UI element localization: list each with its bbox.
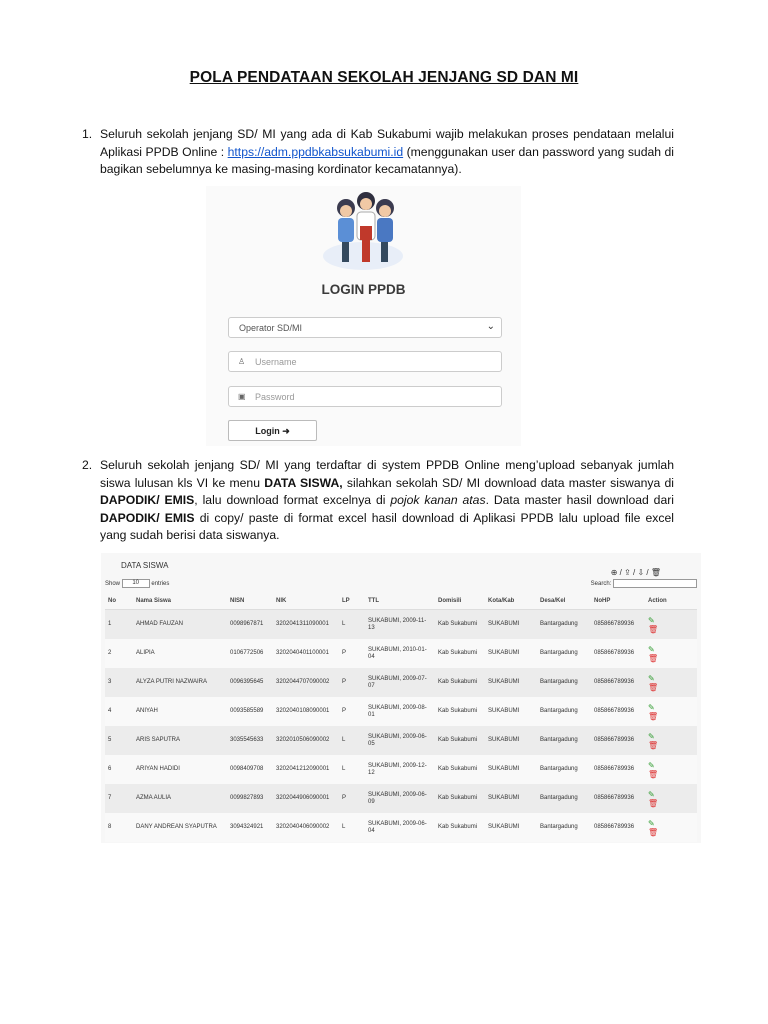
table-cell: Kab Sukabumi xyxy=(435,813,485,842)
table-cell: 1 xyxy=(105,610,133,640)
table-cell: AHMAD FAUZAN xyxy=(133,610,227,640)
trash-icon[interactable]: 🗑 xyxy=(648,769,659,779)
table-cell: 085866789936 xyxy=(591,697,645,726)
table-cell: SUKABUMI xyxy=(485,813,537,842)
edit-icon[interactable]: ✎ xyxy=(648,731,655,741)
table-cell: P xyxy=(339,697,365,726)
row-actions xyxy=(645,755,697,784)
instruction-item-2 xyxy=(82,457,674,545)
role-select[interactable]: Operator SD/MI ⌄ xyxy=(228,317,502,338)
lock-icon: ▣ xyxy=(238,392,246,401)
user-icon: ♙ xyxy=(238,357,246,366)
table-cell: 085866789936 xyxy=(591,755,645,784)
table-cell: Bantargadung xyxy=(537,755,591,784)
password-input[interactable]: ▣ Password xyxy=(228,386,502,407)
edit-icon[interactable]: ✎ xyxy=(648,760,655,770)
table-cell: SUKABUMI, 2009-08-01 xyxy=(365,697,435,726)
table-cell: 3 xyxy=(105,668,133,697)
trash-icon[interactable]: 🗑 xyxy=(648,827,659,837)
table-cell: SUKABUMI, 2010-01-04 xyxy=(365,639,435,668)
table-cell: L xyxy=(339,813,365,842)
edit-icon[interactable]: ✎ xyxy=(648,615,655,625)
table-cell: P xyxy=(339,784,365,813)
table-cell: SUKABUMI, 2009-06-09 xyxy=(365,784,435,813)
username-input[interactable]: ♙ Username xyxy=(228,351,502,372)
table-cell: AZMA AULIA xyxy=(133,784,227,813)
table-cell: 085866789936 xyxy=(591,726,645,755)
table-cell: 085866789936 xyxy=(591,610,645,640)
table-cell: ALYZA PUTRI NAZWAIRA xyxy=(133,668,227,697)
table-cell: Bantargadung xyxy=(537,697,591,726)
table-cell: SUKABUMI xyxy=(485,697,537,726)
table-cell: Kab Sukabumi xyxy=(435,784,485,813)
table-row xyxy=(105,813,697,842)
ppdb-admin-link[interactable]: https://adm.ppdbkabsukabumi.id xyxy=(227,144,404,159)
edit-icon[interactable]: ✎ xyxy=(648,702,655,712)
table-cell: 085866789936 xyxy=(591,784,645,813)
table-cell: 3202044707090002 xyxy=(273,668,339,697)
table-cell: SUKABUMI xyxy=(485,726,537,755)
table-cell: SUKABUMI xyxy=(485,610,537,640)
table-cell: SUKABUMI, 2009-06-05 xyxy=(365,726,435,755)
students-table xyxy=(105,593,697,842)
table-cell: SUKABUMI xyxy=(485,755,537,784)
column-header[interactable]: NoHP xyxy=(591,593,645,610)
item-number: 1. xyxy=(82,127,93,141)
table-cell: 085866789936 xyxy=(591,668,645,697)
row-actions xyxy=(645,639,697,668)
table-cell: 4 xyxy=(105,697,133,726)
table-cell: 3202040108090001 xyxy=(273,697,339,726)
table-cell: SUKABUMI, 2009-07-07 xyxy=(365,668,435,697)
table-cell: 6 xyxy=(105,755,133,784)
search-input[interactable] xyxy=(613,579,697,588)
data-siswa-title: DATA SISWA xyxy=(121,561,169,570)
trash-icon[interactable]: 🗑 xyxy=(648,624,659,634)
table-cell: 0098409708 xyxy=(227,755,273,784)
table-cell: Kab Sukabumi xyxy=(435,697,485,726)
item-body: Seluruh sekolah jenjang SD/ MI yang terdaftar di system PPDB Online meng’upload sebanyak jumlah siswa lulusan kls VI ke menu DATA SISWA, silahkan sekolah SD/ MI download data master siswanya di DAPODIK/ EMIS, lalu download format excelnya di pojok kanan atas. Data master hasil download dari DAPODIK/ EMIS di copy/ paste di format excel hasil download di Aplikasi PPDB lalu upload file excel yang sudah berisi data siswanya. xyxy=(100,458,675,542)
trash-icon[interactable]: 🗑 xyxy=(648,653,659,663)
table-cell: SUKABUMI, 2009-11-13 xyxy=(365,610,435,640)
table-cell: 7 xyxy=(105,784,133,813)
table-cell: 2 xyxy=(105,639,133,668)
table-cell: L xyxy=(339,610,365,640)
edit-icon[interactable]: ✎ xyxy=(648,789,655,799)
table-cell: 8 xyxy=(105,813,133,842)
table-cell: Kab Sukabumi xyxy=(435,639,485,668)
column-header[interactable]: No xyxy=(105,593,133,610)
table-toolbar[interactable]: ⊕ / ⇪ / ⇩ / 🗑 xyxy=(610,568,661,577)
login-screenshot xyxy=(206,186,521,446)
row-actions xyxy=(645,813,697,842)
row-actions xyxy=(645,697,697,726)
table-cell: Bantargadung xyxy=(537,668,591,697)
table-cell: Kab Sukabumi xyxy=(435,726,485,755)
table-cell: P xyxy=(339,639,365,668)
table-search: Search: xyxy=(591,579,697,588)
column-header[interactable]: NISN xyxy=(227,593,273,610)
table-cell: Kab Sukabumi xyxy=(435,755,485,784)
table-cell: 085866789936 xyxy=(591,639,645,668)
column-header[interactable]: TTL xyxy=(365,593,435,610)
table-cell: 0106772506 xyxy=(227,639,273,668)
column-header[interactable]: Desa/Kel xyxy=(537,593,591,610)
table-row xyxy=(105,755,697,784)
trash-icon[interactable]: 🗑 xyxy=(648,711,659,721)
table-row xyxy=(105,697,697,726)
sign-in-icon: ➜ xyxy=(282,426,290,436)
column-header[interactable]: NIK xyxy=(273,593,339,610)
instruction-item-1 xyxy=(82,126,674,179)
column-header: Action xyxy=(645,593,697,610)
column-header[interactable]: Kota/Kab xyxy=(485,593,537,610)
table-cell: SUKABUMI xyxy=(485,668,537,697)
trash-icon[interactable]: 🗑 xyxy=(648,682,659,692)
table-row xyxy=(105,726,697,755)
table-cell: 3094324921 xyxy=(227,813,273,842)
login-button[interactable]: Login ➜ xyxy=(228,420,317,441)
table-cell: Bantargadung xyxy=(537,813,591,842)
item-number: 2. xyxy=(82,458,93,472)
table-row xyxy=(105,784,697,813)
item-body: Seluruh sekolah jenjang SD/ MI yang ada di Kab Sukabumi wajib melakukan proses pendataan melalui Aplikasi PPDB Online : https://adm.ppdbkabsukabumi.id (menggunakan user dan password yang sudah di bagikan sebelumnya ke masing-masing kordinator kecamatannya). xyxy=(100,127,674,176)
table-cell: 0099827893 xyxy=(227,784,273,813)
edit-icon[interactable]: ✎ xyxy=(648,673,655,683)
table-cell: ARIYAN HADIDI xyxy=(133,755,227,784)
table-cell: 3202044906090001 xyxy=(273,784,339,813)
row-actions xyxy=(645,668,697,697)
row-actions xyxy=(645,784,697,813)
table-cell: 0098967871 xyxy=(227,610,273,640)
table-cell: SUKABUMI xyxy=(485,784,537,813)
table-header-row xyxy=(105,593,697,610)
chevron-down-icon: ⌄ xyxy=(486,321,495,332)
table-cell: Bantargadung xyxy=(537,726,591,755)
table-cell: 0096395645 xyxy=(227,668,273,697)
document-title: POLA PENDATAAN SEKOLAH JENJANG SD DAN MI xyxy=(189,69,579,86)
entries-select[interactable]: 10 xyxy=(122,579,150,588)
table-cell: Bantargadung xyxy=(537,784,591,813)
table-cell: 3202040401100001 xyxy=(273,639,339,668)
table-cell: 0093585589 xyxy=(227,697,273,726)
table-cell: P xyxy=(339,668,365,697)
table-row xyxy=(105,668,697,697)
table-cell: Kab Sukabumi xyxy=(435,668,485,697)
trash-icon[interactable]: 🗑 xyxy=(648,798,659,808)
column-header[interactable]: LP xyxy=(339,593,365,610)
table-cell: Bantargadung xyxy=(537,639,591,668)
edit-icon[interactable]: ✎ xyxy=(648,644,655,654)
trash-icon[interactable]: 🗑 xyxy=(648,740,659,750)
table-cell: 3202041212090001 xyxy=(273,755,339,784)
row-actions xyxy=(645,610,697,640)
table-row xyxy=(105,639,697,668)
table-cell: ALIPIA xyxy=(133,639,227,668)
table-cell: DANY ANDREAN SYAPUTRA xyxy=(133,813,227,842)
table-cell: 085866789936 xyxy=(591,813,645,842)
login-title: LOGIN PPDB xyxy=(321,282,406,297)
column-header[interactable]: Domisili xyxy=(435,593,485,610)
table-cell: 3035545633 xyxy=(227,726,273,755)
data-siswa-screenshot xyxy=(101,553,701,843)
table-cell: ANIYAH xyxy=(133,697,227,726)
table-cell: Bantargadung xyxy=(537,610,591,640)
table-cell: 3202041311090001 xyxy=(273,610,339,640)
table-cell: 3202040406090002 xyxy=(273,813,339,842)
table-cell: ARIS SAPUTRA xyxy=(133,726,227,755)
table-cell: SUKABUMI, 2009-06-04 xyxy=(365,813,435,842)
table-row xyxy=(105,610,697,640)
students-illustration xyxy=(316,186,411,274)
table-cell: 3202010506090002 xyxy=(273,726,339,755)
table-cell: SUKABUMI, 2009-12-12 xyxy=(365,755,435,784)
table-cell: L xyxy=(339,726,365,755)
row-actions xyxy=(645,726,697,755)
edit-icon[interactable]: ✎ xyxy=(648,818,655,828)
table-cell: Kab Sukabumi xyxy=(435,610,485,640)
table-cell: SUKABUMI xyxy=(485,639,537,668)
show-entries: Show 10 entries xyxy=(105,580,170,588)
table-cell: 5 xyxy=(105,726,133,755)
column-header[interactable]: Nama Siswa xyxy=(133,593,227,610)
table-cell: L xyxy=(339,755,365,784)
